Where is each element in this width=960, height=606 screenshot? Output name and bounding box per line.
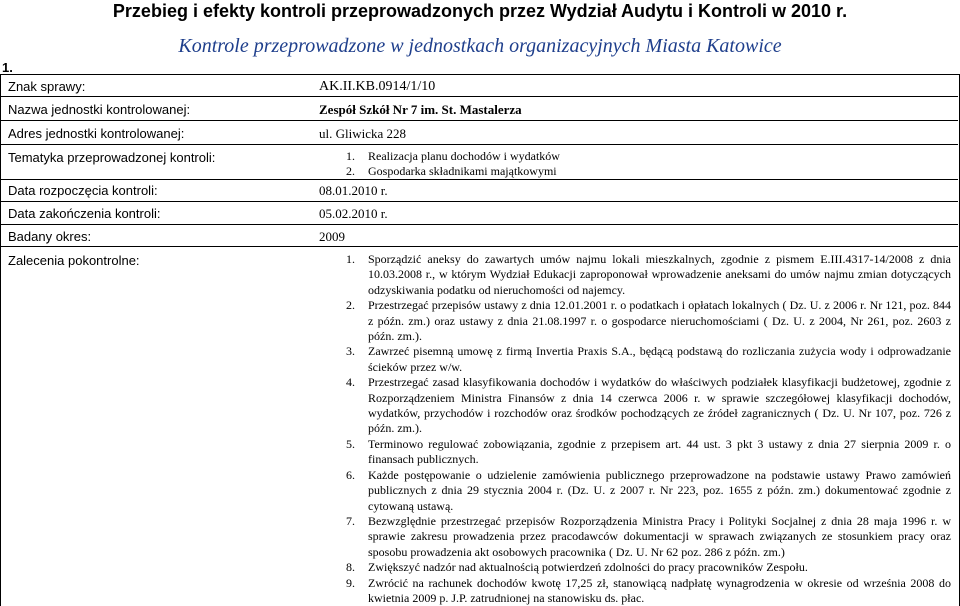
recommendation-item bbox=[346, 468, 951, 514]
recommendations-label: Zalecenia pokontrolne: bbox=[8, 253, 140, 268]
recommendation-item bbox=[346, 298, 951, 344]
recommendations-list bbox=[346, 252, 951, 606]
recommendation-item bbox=[346, 514, 951, 560]
end-date-value: 05.02.2010 r. bbox=[319, 206, 388, 221]
topic-item-number: 1. bbox=[346, 149, 355, 163]
address-value: ul. Gliwicka 228 bbox=[319, 126, 407, 141]
recommendation-item bbox=[346, 375, 951, 437]
address-label: Adres jednostki kontrolowanej: bbox=[8, 126, 185, 141]
recommendation-item-text: Przestrzegać przepisów ustawy z dnia 12.01.2001 r. o podatkach i opłatach lokalnych ( Dz. U. z 2006 r. Nr 121, poz. 844 z późn. zm.) oraz ustawy z dnia 21.08.1997 r. o gospodarce nieruchomościami ( Dz. U. z 2004, Nr 261, poz. 2603 z późn. zm.). bbox=[368, 298, 951, 344]
unit-name-label: Nazwa jednostki kontrolowanej: bbox=[8, 102, 191, 117]
recommendation-item-number: 3. bbox=[346, 344, 355, 359]
recommendation-item-text: Sporządzić aneksy do zawartych umów najmu lokali mieszkalnych, zgodnie z pismem E.III.4317-14/2008 z dnia 10.03.2008 r., w którym Wydział Edukacji zaproponował wprowadzenie aneksami do umów najmu zmian dotyczących odzyskiwania podatku od nieruchomości od najemcy. bbox=[368, 252, 951, 297]
topic-item-text: Gospodarka składnikami majątkowymi bbox=[368, 164, 557, 179]
recommendation-item-number: 7. bbox=[346, 513, 355, 528]
case-number-value: AK.II.KB.0914/1/10 bbox=[319, 79, 436, 94]
topic-item bbox=[346, 149, 906, 164]
recommendation-item-text: Przestrzegać zasad klasyfikowania dochodów i wydatków do właściwych podziałek klasyfikacji budżetowej, zgodnie z Rozporządzeniem Ministra Finansów z dnia 14 czerwca 2006 r. w sprawie szczegółowej klasyfikacji dochodów, wydatków, przychodów i rozchodów oraz środków pochodzących ze źródeł zagranicznych ( Dz. U. Nr 107, poz. 726 z późn. zm.). bbox=[368, 375, 951, 436]
entry-number: 1. bbox=[2, 60, 13, 75]
end-date-label: Data zakończenia kontroli: bbox=[8, 206, 161, 221]
case-number-label: Znak sprawy: bbox=[8, 79, 86, 94]
recommendation-item-text: Zwrócić na rachunek dochodów kwotę 17,25 zł, stanowiącą nadpłatę wynagrodzenia w okresie od września 2008 do kwietnia 2009 p. J.P. zatrudnionej na stanowisku ds. płac. bbox=[368, 575, 951, 605]
recommendation-item-text: Każde postępowanie o udzielenie zamówienia publicznego przeprowadzone na podstawie ustawy Prawo zamówień publicznych z dnia 29 stycznia 2004 r. (Dz. U. z 2007 r. Nr 223, poz. 1655 z późn. zm.) dokumentować zgodnie z cytowaną ustawą. bbox=[368, 467, 951, 513]
row-divider bbox=[0, 144, 958, 145]
recommendation-item-number: 2. bbox=[346, 298, 355, 313]
recommendation-item-text: Zwiększyć nadzór nad aktualnością potwierdzeń zdolności do pracy pracowników Zespołu. bbox=[368, 560, 808, 575]
recommendation-item-text: Zawrzeć pisemną umowę z firmą Invertia Praxis S.A., będącą podstawą do rozliczania zużycia wody i odprowadzanie ścieków przez w/w. bbox=[368, 344, 951, 374]
recommendation-item-number: 5. bbox=[346, 436, 355, 451]
topic-label: Tematyka przeprowadzonej kontroli: bbox=[8, 150, 216, 165]
row-divider bbox=[0, 120, 958, 121]
recommendation-item-text: Bezwzględnie przestrzegać przepisów Rozporządzenia Ministra Pracy i Polityki Socjalnej z dnia 28 maja 1996 r. w sprawie zakresu prowadzenia przez pracodawców dokumentacji w sprawach związanych ze stosunkiem pracy oraz sposobu prowadzenia akt osobowych pracownika ( Dz. U. Nr 62 poz. 286 z późn. zm.) bbox=[368, 513, 951, 559]
unit-name-value: Zespół Szkół Nr 7 im. St. Mastalerza bbox=[319, 102, 522, 117]
period-value: 2009 bbox=[319, 229, 345, 244]
period-label: Badany okres: bbox=[8, 229, 92, 244]
row-divider bbox=[0, 179, 958, 180]
start-date-value: 08.01.2010 r. bbox=[319, 183, 388, 198]
start-date-label: Data rozpoczęcia kontroli: bbox=[8, 183, 158, 198]
row-divider bbox=[0, 96, 958, 97]
recommendation-item-number: 4. bbox=[346, 375, 355, 390]
topic-item bbox=[346, 164, 906, 179]
section-subtitle: Kontrole przeprowadzone w jednostkach organizacyjnych Miasta Katowice bbox=[178, 35, 782, 57]
recommendation-item bbox=[346, 344, 951, 375]
row-divider bbox=[0, 224, 958, 225]
topic-item-number: 2. bbox=[346, 164, 355, 179]
recommendation-item-number: 9. bbox=[346, 575, 355, 590]
row-divider bbox=[0, 246, 958, 247]
topic-item-text: Realizacja planu dochodów i wydatków bbox=[368, 149, 560, 163]
recommendation-item-number: 8. bbox=[346, 560, 355, 575]
recommendation-item-text: Terminowo regulować zobowiązania, zgodnie z przepisem art. 44 ust. 3 pkt 3 ustawy z dnia 27 sierpnia 2009 r. o finansach publicznych. bbox=[368, 436, 951, 467]
topics-list bbox=[346, 149, 906, 180]
recommendation-item bbox=[346, 560, 951, 575]
recommendation-item bbox=[346, 252, 951, 298]
recommendation-item bbox=[346, 576, 951, 606]
page-title: Przebieg i efekty kontroli przeprowadzonych przez Wydział Audytu i Kontroli w 2010 r. bbox=[112, 1, 848, 21]
recommendation-item-number: 1. bbox=[346, 252, 355, 266]
recommendation-item bbox=[346, 437, 951, 468]
row-divider bbox=[0, 201, 958, 202]
recommendation-item-number: 6. bbox=[346, 467, 355, 482]
